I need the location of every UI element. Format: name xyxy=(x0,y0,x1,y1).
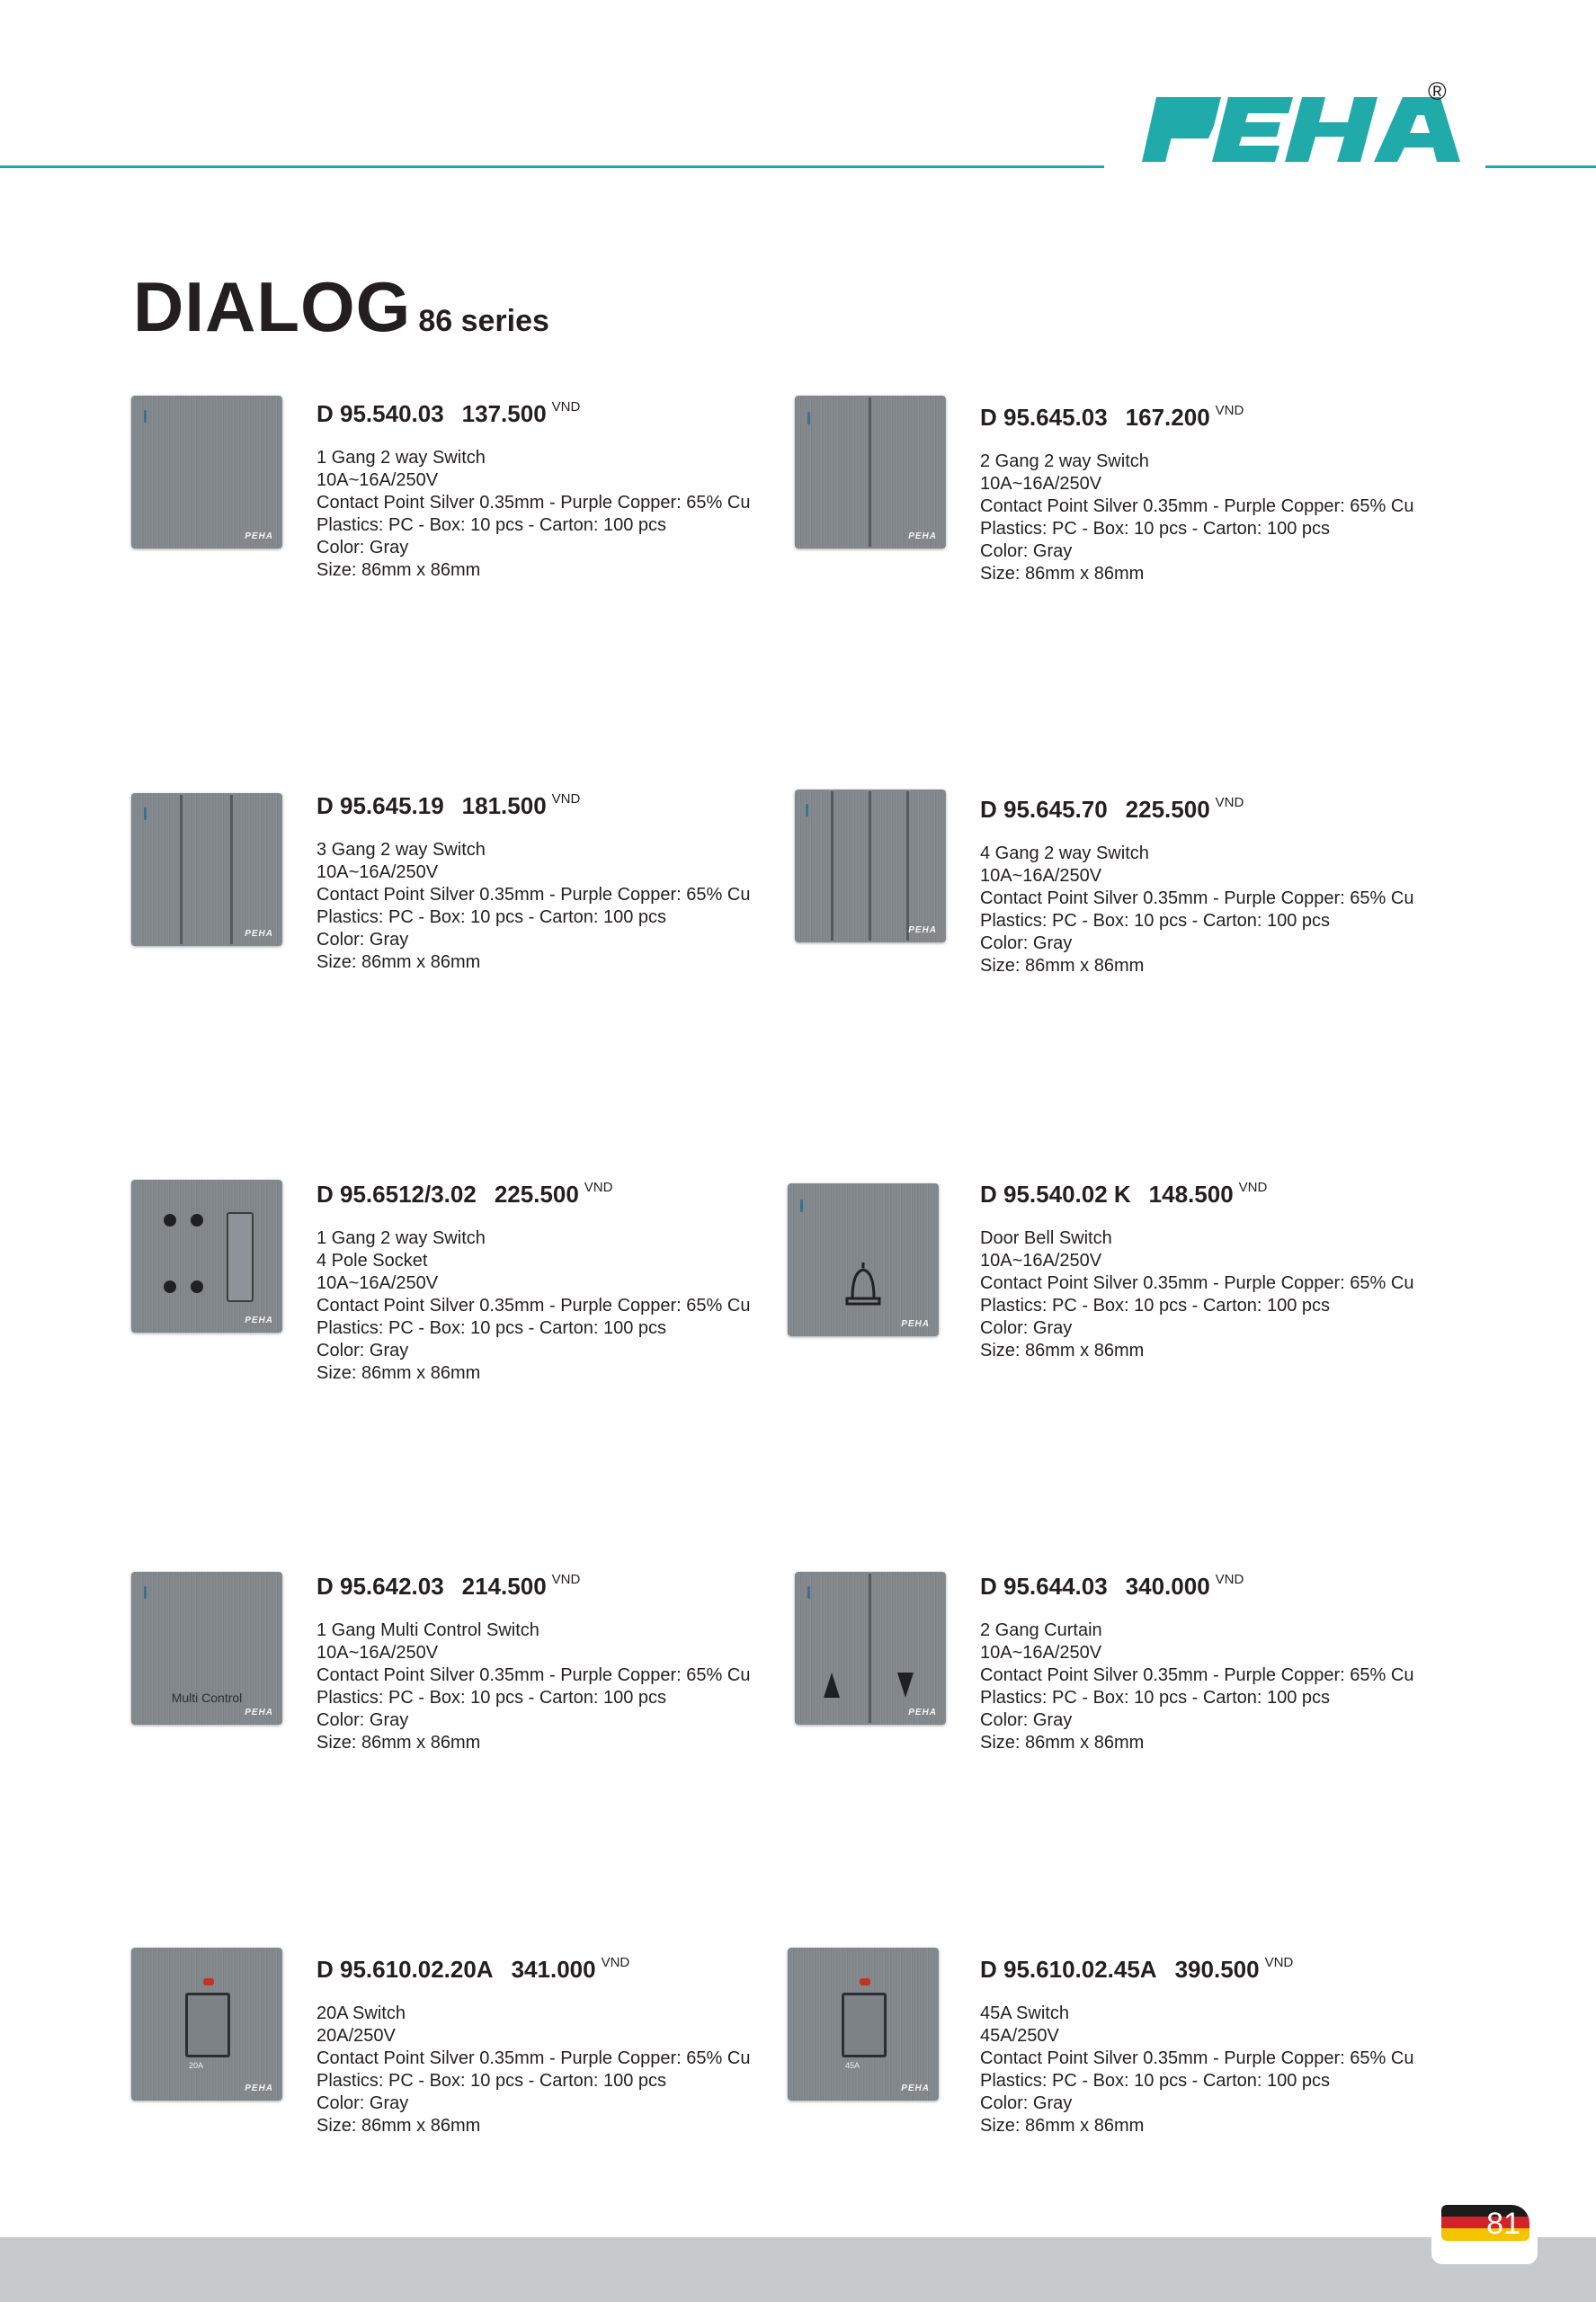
product-item: PEHA D 95.644.03 340.000 $^{VND}$ 2 Gang Curtain 10A~16A/250V Contact Point Silver 0.35mm - Purple Copper: 65% Cu Plastics: PC - Box: 10 pcs - Carton: 100 pcs Color: Gray Size: 86mm x 86mm xyxy=(795,1565,1424,1825)
product-code: D 95.540.03 xyxy=(317,400,444,427)
product-image-20a-switch: 20A PEHA xyxy=(131,1948,282,2101)
page-number: 81 xyxy=(1486,2207,1520,2241)
product-price: 181.500 xyxy=(461,792,547,819)
registered-mark: ® xyxy=(1428,77,1447,105)
product-code: D 95.645.70 xyxy=(980,796,1108,823)
currency-label: VND xyxy=(551,1572,581,1587)
product-item: PEHA D 95.645.19 181.500 $^{VND}$ 3 Gang 2 way Switch 10A~16A/250V Contact Point Silver 0.35mm - Purple Copper: 65% Cu Plastics: PC - Box: 10 pcs - Carton: 100 pcs Color: Gray Size: 86mm x 86mm xyxy=(131,784,761,1045)
product-code: D 95.540.02 K xyxy=(980,1181,1131,1208)
product-item: PEHA D 95.540.03 137.500 $^{VND}$ 1 Gang 2 way Switch 10A~16A/250V Contact Point Silver 0.35mm - Purple Copper: 65% Cu Plastics: PC - Box: 10 pcs - Carton: 100 pcs Color: Gray Size: 86mm x 86mm xyxy=(131,392,761,653)
product-item: 45A PEHA D 95.610.02.45A 390.500 $^{VND}$ 45A Switch 45A/250V Contact Point Silver 0.35mm - Purple Copper: 65% Cu Plastics: PC - Box: 10 pcs - Carton: 100 pcs Color: Gray Size: 86mm x 86mm xyxy=(788,1948,1417,2208)
image-label: Multi Control xyxy=(171,1691,243,1705)
page-title xyxy=(133,266,549,348)
currency-label: VND xyxy=(1215,795,1244,810)
product-code: D 95.644.03 xyxy=(980,1573,1108,1600)
currency-label: VND xyxy=(601,1955,630,1970)
product-item: PEHA D 95.6512/3.02 225.500 $^{VND}$ 1 Gang 2 way Switch 4 Pole Socket 10A~16A/250V Contact Point Silver 0.35mm - Purple Copper: 65% Cu Plastics: PC - Box: 10 pcs - Carton: 100 pcs Color: Gray Size: 86mm x 86mm xyxy=(131,1173,761,1433)
product-image-45a-switch: 45A PEHA xyxy=(788,1948,939,2101)
product-code: D 95.642.03 xyxy=(317,1573,444,1600)
currency-label: VND xyxy=(551,791,581,807)
product-item: PEHA D 95.645.03 167.200 $^{VND}$ 2 Gang 2 way Switch 10A~16A/250V Contact Point Silver 0.35mm - Purple Copper: 65% Cu Plastics: PC - Box: 10 pcs - Carton: 100 pcs Color: Gray Size: 86mm x 86mm xyxy=(795,392,1424,653)
page-number-flag xyxy=(1441,2205,1529,2241)
currency-label: VND xyxy=(584,1180,613,1195)
series-name: DIALOG xyxy=(133,267,412,346)
product-price: 225.500 xyxy=(494,1181,579,1208)
product-price: 167.200 xyxy=(1125,404,1210,431)
product-image-curtain-switch: PEHA xyxy=(795,1572,946,1725)
footer-bar xyxy=(0,2237,1596,2302)
product-item: 20A PEHA D 95.610.02.20A 341.000 $^{VND}$ 20A Switch 20A/250V Contact Point Silver 0.35mm - Purple Copper: 65% Cu Plastics: PC - Box: 10 pcs - Carton: 100 pcs Color: Gray Size: 86mm x 86mm xyxy=(131,1948,761,2208)
product-price: 341.000 xyxy=(511,1956,596,1983)
product-code: D 95.645.19 xyxy=(317,792,444,819)
currency-label: VND xyxy=(1264,1955,1294,1970)
product-price: 340.000 xyxy=(1125,1573,1210,1600)
up-arrow-icon xyxy=(824,1673,840,1698)
product-image-door-bell-switch: PEHA xyxy=(788,1183,939,1336)
product-price: 225.500 xyxy=(1125,796,1210,823)
product-image-3-gang-switch: PEHA xyxy=(131,793,282,946)
bell-icon xyxy=(842,1259,885,1309)
currency-label: VND xyxy=(1215,403,1244,418)
product-code: D 95.610.02.20A xyxy=(317,1956,494,1983)
product-price: 148.500 xyxy=(1148,1181,1234,1208)
product-code: D 95.6512/3.02 xyxy=(317,1181,477,1208)
product-image-multi-control-switch: Multi Control PEHA xyxy=(131,1572,282,1725)
peha-logo xyxy=(1135,85,1464,174)
product-price: 390.500 xyxy=(1174,1956,1260,1983)
product-item: PEHA D 95.645.70 225.500 $^{VND}$ 4 Gang 2 way Switch 10A~16A/250V Contact Point Silver 0.35mm - Purple Copper: 65% Cu Plastics: PC - Box: 10 pcs - Carton: 100 pcs Color: Gray Size: 86mm x 86mm xyxy=(795,784,1424,1045)
image-label: 20A xyxy=(189,2061,204,2070)
currency-label: VND xyxy=(1215,1572,1244,1587)
product-item: Multi Control PEHA D 95.642.03 214.500 $^{VND}$ 1 Gang Multi Control Switch 10A~16A/250V Contact Point Silver 0.35mm - Purple Copper: 65% Cu Plastics: PC - Box: 10 pcs - Carton: 100 pcs Color: Gray Size: 86mm x 86mm xyxy=(131,1565,761,1825)
series-subtitle: 86 series xyxy=(418,304,549,338)
header-rule-left xyxy=(0,165,1104,168)
image-label: 45A xyxy=(845,2061,860,2070)
header-rule-right xyxy=(1485,165,1596,168)
product-code: D 95.645.03 xyxy=(980,404,1108,431)
currency-label: VND xyxy=(551,399,581,415)
product-image-2-gang-switch: PEHA xyxy=(795,396,946,549)
product-image-4-gang-switch: PEHA xyxy=(795,790,946,942)
product-item: PEHA D 95.540.02 K 148.500 $^{VND}$ Door Bell Switch 10A~16A/250V Contact Point Silver 0.35mm - Purple Copper: 65% Cu Plastics: PC - Box: 10 pcs - Carton: 100 pcs Color: Gray Size: 86mm x 86mm xyxy=(788,1173,1417,1433)
down-arrow-icon xyxy=(897,1673,914,1698)
product-price: 214.500 xyxy=(461,1573,547,1600)
product-image-socket-switch: PEHA xyxy=(131,1180,282,1333)
product-code: D 95.610.02.45A xyxy=(980,1956,1157,1983)
product-image-1-gang-switch: PEHA xyxy=(131,396,282,549)
product-price: 137.500 xyxy=(461,400,547,427)
currency-label: VND xyxy=(1238,1180,1268,1195)
